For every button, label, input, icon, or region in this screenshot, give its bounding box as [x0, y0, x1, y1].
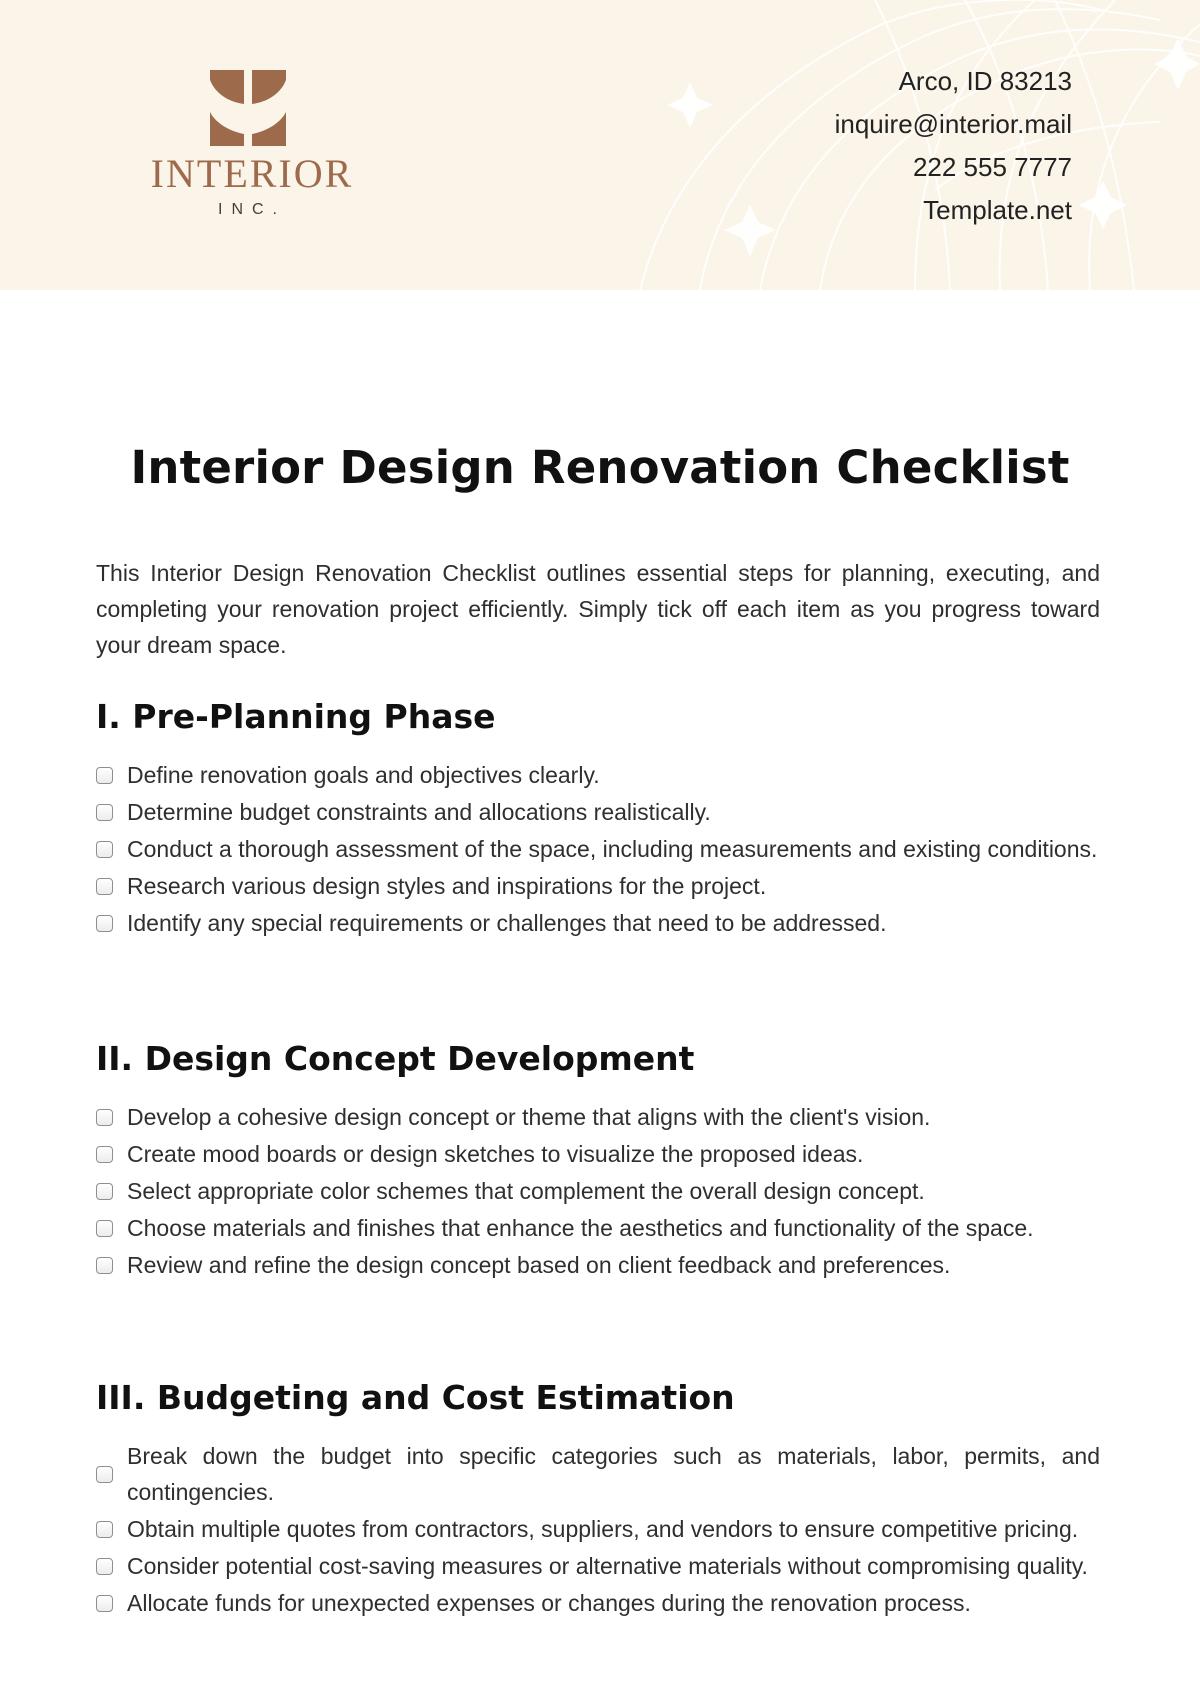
checkbox-icon[interactable]	[96, 841, 113, 858]
company-name: INTERIOR	[150, 151, 354, 196]
checklist-item	[96, 1136, 1100, 1172]
checkbox-icon[interactable]	[96, 1466, 113, 1483]
checklist-item-text: Determine budget constraints and allocations realistically.	[127, 799, 711, 825]
section-heading: II. Design Concept Development	[96, 1039, 695, 1078]
section-pre-planning	[96, 696, 1100, 942]
checkbox-icon[interactable]	[96, 1109, 113, 1126]
contact-info	[712, 60, 1072, 232]
checklist-item	[96, 1548, 1100, 1584]
checklist-item	[96, 794, 1100, 830]
checklist-item-text: Review and refine the design concept based on client feedback and preferences.	[127, 1252, 951, 1278]
checklist-item	[96, 1585, 1100, 1621]
checklist	[96, 1438, 1100, 1621]
checklist-item-text: Define renovation goals and objectives clearly.	[127, 762, 600, 788]
checkbox-icon[interactable]	[96, 1521, 113, 1538]
checklist-item	[96, 868, 1100, 904]
checkbox-icon[interactable]	[96, 1595, 113, 1612]
checklist-item-text: Break down the budget into specific categories such as materials, labor, permits, and contingencies.	[127, 1443, 1100, 1505]
checklist-item-text: Research various design styles and inspirations for the project.	[127, 873, 767, 899]
checkbox-icon[interactable]	[96, 1183, 113, 1200]
header-band	[0, 0, 1200, 290]
company-logo	[122, 70, 382, 230]
section-heading: III. Budgeting and Cost Estimation	[96, 1378, 735, 1417]
checkbox-icon[interactable]	[96, 804, 113, 821]
checkbox-icon[interactable]	[96, 767, 113, 784]
contact-address: Arco, ID 83213	[898, 66, 1072, 96]
checklist-item	[96, 905, 1100, 941]
checklist-item-text: Select appropriate color schemes that complement the overall design concept.	[127, 1178, 925, 1204]
checkbox-icon[interactable]	[96, 878, 113, 895]
checklist-item-text: Develop a cohesive design concept or theme that aligns with the client's vision.	[127, 1104, 931, 1130]
checkbox-icon[interactable]	[96, 1146, 113, 1163]
checklist-item-text: Obtain multiple quotes from contractors, suppliers, and vendors to ensure competitive pricing.	[127, 1516, 1079, 1542]
checklist-item-text: Allocate funds for unexpected expenses or changes during the renovation process.	[127, 1590, 971, 1616]
company-suffix: INC.	[218, 201, 286, 218]
section-budgeting	[96, 1377, 1100, 1622]
checklist-item-text: Identify any special requirements or challenges that need to be addressed.	[127, 910, 887, 936]
checklist-item	[96, 757, 1100, 793]
contact-phone: 222 555 7777	[912, 152, 1072, 182]
document-title: Interior Design Renovation Checklist	[130, 441, 1070, 495]
checklist-item	[96, 1173, 1100, 1209]
checklist-item-text: Consider potential cost-saving measures or alternative materials without compromising quality.	[127, 1553, 1088, 1579]
checklist	[96, 757, 1100, 941]
contact-email[interactable]: inquire@interior.mail	[834, 109, 1072, 139]
checklist-item	[96, 1511, 1100, 1547]
checklist-item	[96, 831, 1100, 867]
checklist-item-text: Create mood boards or design sketches to visualize the proposed ideas.	[127, 1141, 864, 1167]
checklist	[96, 1099, 1100, 1283]
section-design-concept	[96, 1038, 1100, 1284]
checklist-item	[96, 1438, 1100, 1510]
section-heading: I. Pre-Planning Phase	[96, 697, 496, 736]
sparkle-shape	[1079, 181, 1127, 229]
checklist-item-text: Conduct a thorough assessment of the space, including measurements and existing conditions.	[127, 836, 1098, 862]
contact-website[interactable]: Template.net	[923, 195, 1072, 225]
checkbox-icon[interactable]	[96, 1220, 113, 1237]
checklist-item	[96, 1247, 1100, 1283]
checkbox-icon[interactable]	[96, 915, 113, 932]
checkbox-icon[interactable]	[96, 1257, 113, 1274]
sparkle-shape	[1154, 38, 1200, 90]
intro-paragraph: This Interior Design Renovation Checklist outlines essential steps for planning, executing, and completing your renovation project efficiently. Simply tick off each item as you progress toward your dream space.	[96, 560, 1100, 658]
checklist-item	[96, 1099, 1100, 1135]
checkbox-icon[interactable]	[96, 1558, 113, 1575]
sparkle-shape	[667, 82, 713, 128]
checklist-item-text: Choose materials and finishes that enhance the aesthetics and functionality of the space.	[127, 1215, 1034, 1241]
checklist-item	[96, 1210, 1100, 1246]
four-petal-square-logo-icon	[210, 70, 286, 146]
